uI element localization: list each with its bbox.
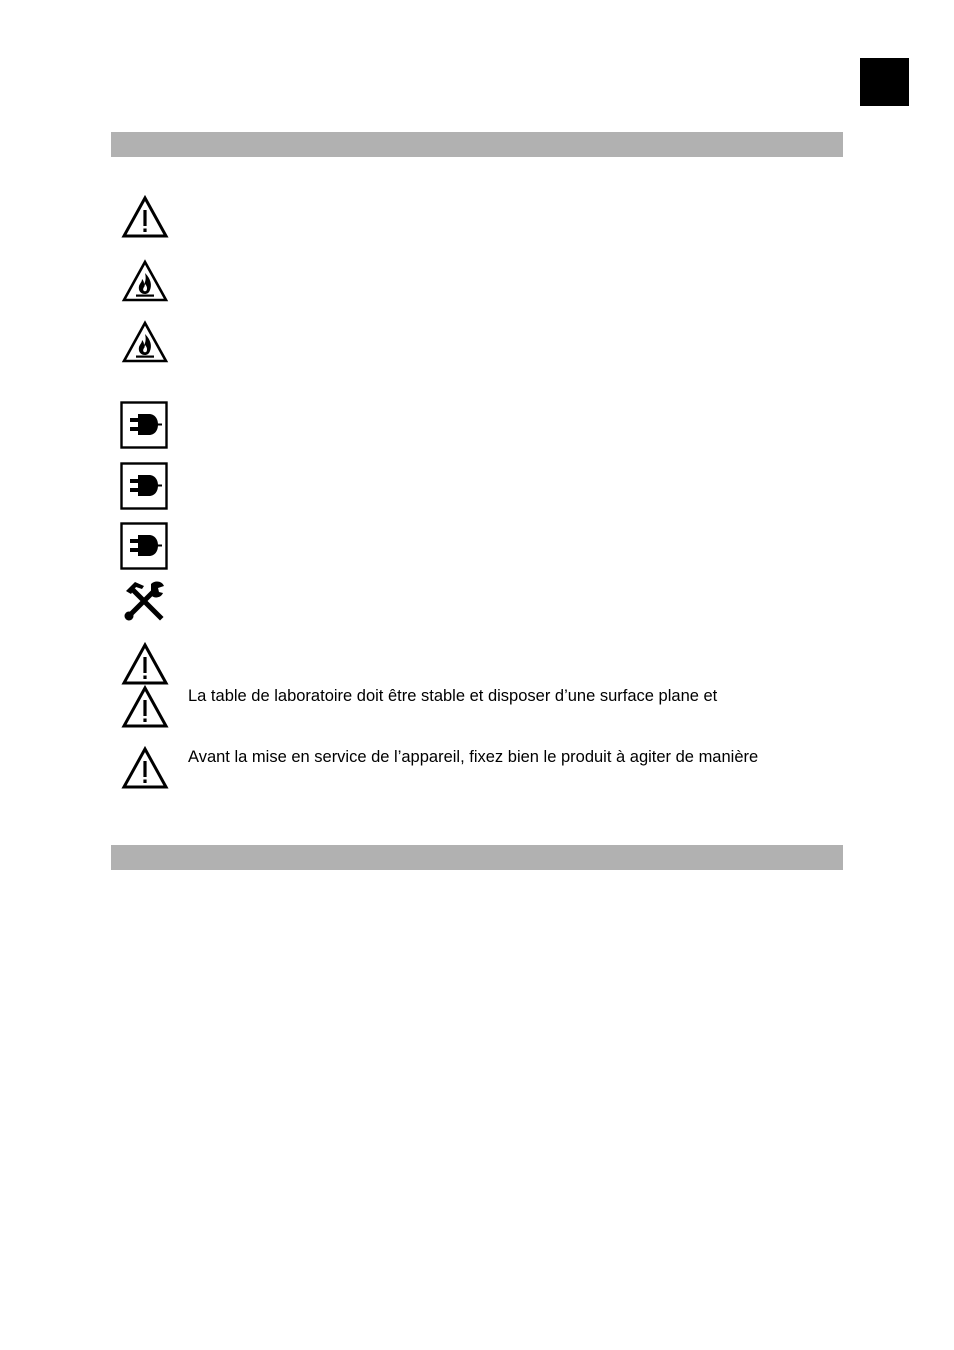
mains-plug-icon — [120, 462, 168, 510]
before-use-note: Avant la mise en service de l’appareil, fixez bien le produit à agiter de manière — [188, 748, 759, 766]
warning-triangle-icon — [121, 640, 169, 688]
section-header-bar-next — [111, 845, 843, 870]
repair-tools-icon — [121, 578, 169, 626]
warning-triangle-icon — [121, 744, 169, 792]
mains-plug-icon — [120, 522, 168, 570]
flammable-warning-icon — [121, 318, 169, 366]
page-corner-marker — [860, 58, 909, 106]
section-header-bar-safety — [111, 132, 843, 157]
lab-table-note: La table de laboratoire doit être stable et disposer d’une surface plane et — [188, 687, 718, 705]
mains-plug-icon — [120, 401, 168, 449]
warning-triangle-icon — [121, 193, 169, 241]
warning-triangle-icon — [121, 683, 169, 731]
flammable-warning-icon — [121, 257, 169, 305]
